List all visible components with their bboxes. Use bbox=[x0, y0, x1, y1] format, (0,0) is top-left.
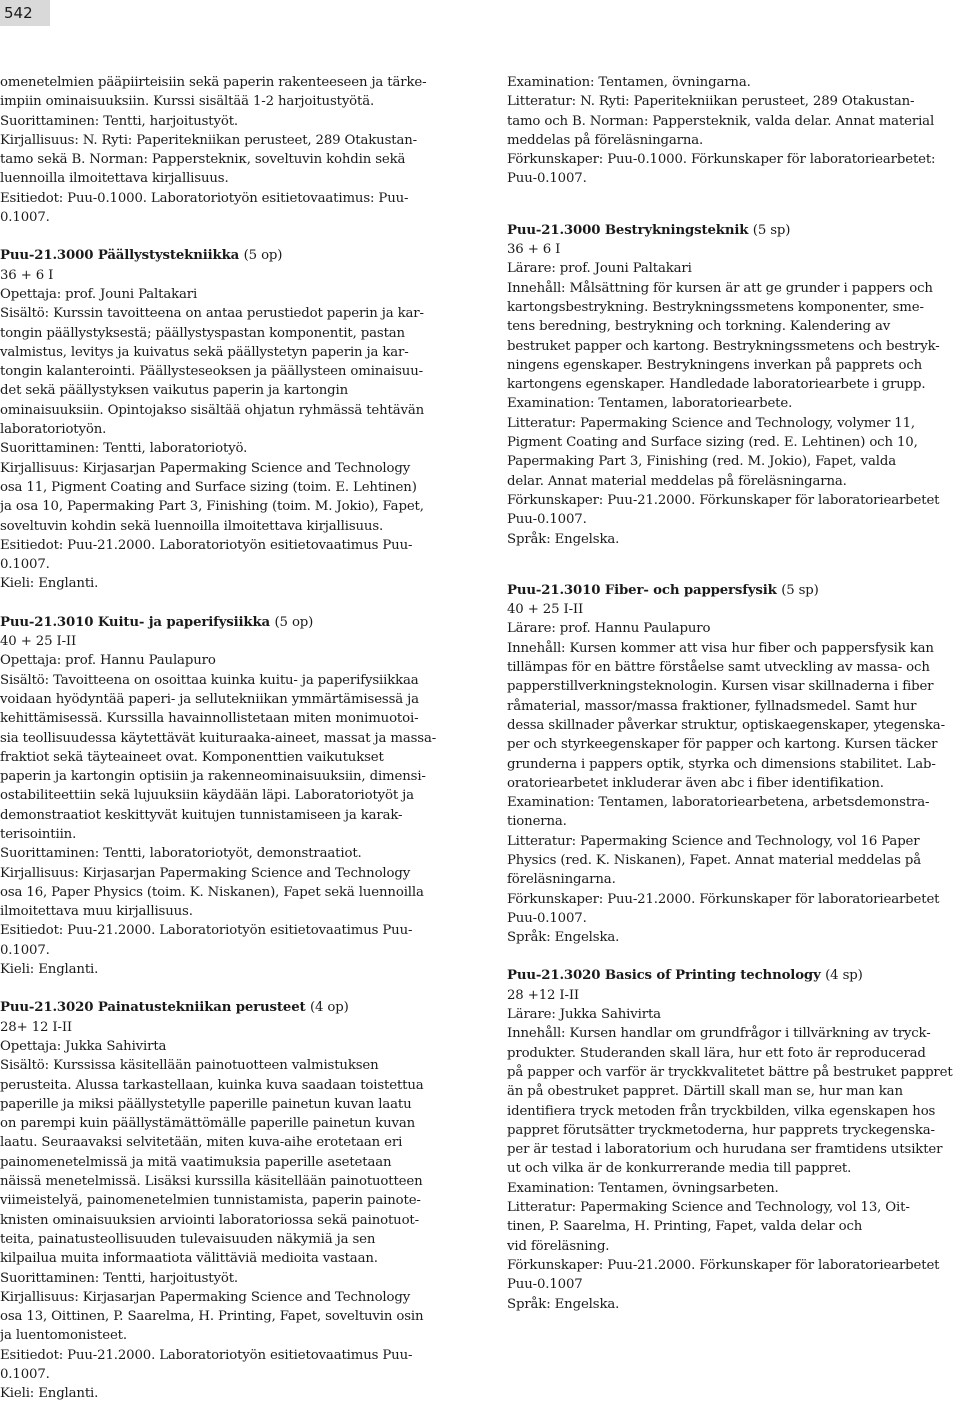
course-section bbox=[0, 246, 454, 593]
text-line: Lärare: Jukka Sahivirta bbox=[507, 1007, 661, 1023]
text-line: teita, painatusteollisuuden tulevaisuuden näkymiä ja sen bbox=[0, 1231, 376, 1247]
text-line: Kieli: Englanti. bbox=[0, 962, 99, 978]
left-intro bbox=[0, 73, 454, 227]
text-line: ostabiliteettiin sekä lujuuksiin käydään läpi. Laboratoriotyöt ja bbox=[0, 788, 414, 804]
text-line: tongin kalanterointi. Päällysteseoksen ja päällysteen ominaisuu- bbox=[0, 364, 423, 380]
course-heading bbox=[507, 581, 959, 600]
text-line: viimeistelyä, painomenetelmien tunnistamista, paperin painote- bbox=[0, 1193, 421, 1209]
text-line: on parempi kuin päällystämättömälle paperille painetun kuvan bbox=[0, 1116, 416, 1132]
course-heading bbox=[0, 246, 454, 265]
course-title: Puu-21.3010 Fiber- och pappersfysik bbox=[507, 582, 777, 598]
text-line: kartongens egenskaper. Handledade laboratoriearbete i grupp. bbox=[507, 377, 926, 393]
text-line: ut och vilka är de konkurrerande media till pappret. bbox=[507, 1161, 852, 1177]
text-line: än på obestruket pappret. Därtill skall man se, hur man kan bbox=[507, 1084, 903, 1100]
text-line: Sisältö: Tavoitteena on osoittaa kuinka kuitu- ja paperifysiikkaa bbox=[0, 672, 419, 688]
text-line: tongin päällystyksestä; päällystyspastan komponentit, pastan bbox=[0, 325, 405, 341]
text-line: Litteratur: N. Ryti: Paperitekniikan perusteet, 289 Otakustan- bbox=[507, 94, 915, 110]
text-line: Kirjallisuus: Kirjasarjan Papermaking Science and Technology bbox=[0, 460, 411, 476]
text-line: Litteratur: Papermaking Science and Technology, volymer 11, bbox=[507, 415, 915, 431]
text-line: Kieli: Englanti. bbox=[0, 576, 99, 592]
text-line: tionerna. bbox=[507, 814, 567, 830]
text-line: Sisältö: Kurssissa käsitellään painotuotteen valmistuksen bbox=[0, 1058, 379, 1074]
course-title: Puu-21.3010 Kuitu- ja paperifysiikka bbox=[0, 614, 271, 630]
text-line: ningens egenskaper. Bestrykningens inverkan på papprets och bbox=[507, 357, 923, 373]
course-credits: (4 op) bbox=[309, 1000, 349, 1016]
text-line: sia teollisuudessa käytettävät kuituraaka-aineet, massat ja massa- bbox=[0, 730, 437, 746]
text-line: Kirjallisuus: N. Ryti: Paperitekniikan perusteet, 289 Otakustan- bbox=[0, 132, 417, 148]
text-line: laatu. Seuraavaksi selvitetään, miten kuva-aihe erotetaan eri bbox=[0, 1135, 403, 1151]
course-section bbox=[0, 613, 454, 980]
course-title: Puu-21.3000 Päällystystekniikka bbox=[0, 248, 240, 264]
text-line: osa 11, Pigment Coating and Surface sizing (toim. E. Lehtinen) bbox=[0, 479, 417, 495]
text-line: Examination: Tentamen, övningarna. bbox=[507, 75, 751, 90]
text-line: terisointiin. bbox=[0, 826, 77, 842]
text-line: föreläsningarna. bbox=[507, 872, 616, 888]
text-line: Språk: Engelska. bbox=[507, 531, 620, 547]
text-line: tinen, P. Saarelma, H. Printing, Fapet, valda delar och bbox=[507, 1219, 863, 1235]
text-line: osa 16, Paper Physics (toim. K. Niskanen), Fapet sekä luennoilla bbox=[0, 884, 424, 900]
text-line: Opettaja: Jukka Sahivirta bbox=[0, 1038, 167, 1054]
text-line: knisten ominaisuuksien arviointi laboratoriossa sekä painotuot- bbox=[0, 1212, 419, 1228]
text-line: Suorittaminen: Tentti, harjoitustyöt. bbox=[0, 113, 238, 129]
text-line: Esitiedot: Puu-21.2000. Laboratoriotyön esitietovaatimus Puu- bbox=[0, 1347, 413, 1363]
text-line: Esitiedot: Puu-21.2000. Laboratoriotyön esitietovaatimus Puu- bbox=[0, 537, 413, 553]
right-intro bbox=[507, 73, 959, 189]
text-line: Opettaja: prof. Jouni Paltakari bbox=[0, 286, 198, 302]
text-line: meddelas på föreläsningarna. bbox=[507, 132, 704, 148]
text-line: på papper och varför är tryckkvalitetet bättre på bestruket pappret bbox=[507, 1064, 953, 1080]
course-credits: (5 sp) bbox=[781, 582, 819, 598]
text-line: Språk: Engelska. bbox=[507, 1296, 620, 1312]
text-line: kartongsbestrykning. Bestrykningssmetens komponenter, sme- bbox=[507, 299, 924, 315]
text-line: Litteratur: Papermaking Science and Technology, vol 13, Oit- bbox=[507, 1200, 910, 1216]
text-line: paperille ja miksi päällystetylle paperille painetun kuvan laatu bbox=[0, 1096, 412, 1112]
text-line: Opettaja: prof. Hannu Paulapuro bbox=[0, 653, 216, 669]
text-line: bestruket papper och kartong. Bestrykningssmetens och bestryk- bbox=[507, 338, 940, 354]
text-line: kehittämisessä. Kurssilla havainnollistetaan miten monimuotoi- bbox=[0, 711, 419, 727]
text-line: per är testad i laboratorium och hurudana ser framtidens utsikter bbox=[507, 1142, 943, 1158]
text-line: dessa skillnader påverkar struktur, optiskaegenskaper, ytegenska- bbox=[507, 717, 945, 733]
text-line: per och styrkeegenskaper för papper och kartong. Kursen täcker bbox=[507, 737, 938, 753]
text-line: det sekä päällystyksen vaikutus paperin ja kartongin bbox=[0, 383, 349, 399]
text-line: 36 + 6 I bbox=[0, 267, 54, 283]
text-line: identifiera tryck metoden från tryckbilden, vilka egenskapen hos bbox=[507, 1103, 936, 1119]
text-line: osa 13, Oittinen, P. Saarelma, H. Printing, Fapet, soveltuvin osin bbox=[0, 1309, 424, 1325]
text-line: Sisältö: Kurssin tavoitteena on antaa perustiedot paperin ja kar- bbox=[0, 306, 424, 322]
text-line: Kirjallisuus: Kirjasarjan Papermaking Science and Technology bbox=[0, 865, 411, 881]
text-line: laboratoriotyön. bbox=[0, 422, 107, 438]
text-line: papperstillverkningsteknologin. Kursen visar skillnaderna i fiber bbox=[507, 679, 934, 695]
course-section bbox=[507, 221, 959, 549]
text-line: Examination: Tentamen, laboratoriearbetena, arbetsdemonstra- bbox=[507, 795, 930, 811]
text-line: ominaisuuksiin. Opintojakso sisältää ohjatun ryhmässä tehtävän bbox=[0, 402, 425, 418]
course-section bbox=[507, 966, 959, 1313]
text-line: luennoilla ilmoitettava kirjallisuus. bbox=[0, 171, 229, 187]
text-line: omenetelmien pääpiirteisiin sekä paperin rakenteeseen ja tärke- bbox=[0, 75, 427, 90]
text-line: tillämpas för en bättre förståelse samt utveckling av massa- och bbox=[507, 660, 930, 676]
text-line: delar. Annat material meddelas på föreläsningarna. bbox=[507, 473, 847, 489]
course-credits: (4 sp) bbox=[825, 968, 863, 984]
text-line: perusteita. Alussa tarkastellaan, kuinka kuva saadaan toistettua bbox=[0, 1077, 424, 1093]
text-line: Suorittaminen: Tentti, harjoitustyöt. bbox=[0, 1270, 238, 1286]
text-line: Förkunskaper: Puu-21.2000. Förkunskaper för laboratoriearbetet bbox=[507, 1257, 940, 1273]
course-credits: (5 op) bbox=[274, 614, 314, 630]
right-column bbox=[507, 73, 959, 1314]
text-line: produkter. Studeranden skall lära, hur ett foto är reproducerad bbox=[507, 1045, 926, 1061]
text-line: impiin ominaisuuksiin. Kurssi sisältää 1-2 harjoitustyötä. bbox=[0, 94, 375, 110]
text-line: Kieli: Englanti. bbox=[0, 1386, 99, 1402]
course-title: Puu-21.3000 Bestrykningsteknik bbox=[507, 222, 749, 238]
text-line: Examination: Tentamen, övningsarbeten. bbox=[507, 1180, 779, 1196]
text-line: tamo sekä B. Norman: Papperstekniк, soveltuvin kohdin sekä bbox=[0, 152, 406, 168]
text-line: Puu-0.1007. bbox=[507, 512, 587, 528]
text-line: Puu-0.1007. bbox=[507, 171, 587, 187]
text-line: valmistus, levitys ja kuivatus sekä päällystetyn paperin ja kar- bbox=[0, 344, 409, 360]
text-line: Physics (red. K. Niskanen), Fapet. Annat material meddelas på bbox=[507, 852, 922, 868]
text-line: Puu-0.1007 bbox=[507, 1277, 583, 1293]
text-line: råmaterial, massor/massa fraktioner, fyllnadsmedel. Samt hur bbox=[507, 698, 917, 714]
course-heading bbox=[0, 998, 454, 1017]
text-line: kilpailua muita informaatiota välittäviä medioita vastaan. bbox=[0, 1251, 378, 1267]
text-line: tamo och B. Norman: Pappersteknik, valda delar. Annat material bbox=[507, 113, 935, 129]
text-line: Pigment Coating and Surface sizing (red. E. Lehtinen) och 10, bbox=[507, 435, 918, 451]
text-line: Suorittaminen: Tentti, laboratoriotyöt, demonstraatiot. bbox=[0, 846, 362, 862]
text-line: Språk: Engelska. bbox=[507, 930, 620, 946]
text-line: tens beredning, bestrykning och torkning. Kalendering av bbox=[507, 319, 891, 335]
text-line: 28 +12 I-II bbox=[507, 987, 580, 1003]
text-line: soveltuvin kohdin sekä luennoilla ilmoitettava kirjallisuus. bbox=[0, 518, 384, 534]
course-credits: (5 sp) bbox=[752, 222, 791, 238]
text-line: 0.1007. bbox=[0, 557, 50, 573]
text-line: 28+ 12 I-II bbox=[0, 1019, 73, 1035]
text-line: ja osa 10, Papermaking Part 3, Finishing (toim. M. Jokio), Fapet, bbox=[0, 499, 424, 515]
text-line: painomenetelmissä ja mitä vaatimuksia paperille asetetaan bbox=[0, 1154, 392, 1170]
text-line: Förkunskaper: Puu-0.1000. Förkunskaper för laboratoriearbetet: bbox=[507, 152, 936, 168]
text-line: Lärare: prof. Hannu Paulapuro bbox=[507, 621, 711, 637]
text-line: voidaan hyödyntää paperi- ja sellutekniikan ymmärtämisessä ja bbox=[0, 691, 419, 707]
course-section bbox=[507, 581, 959, 948]
text-line: ilmoitettava muu kirjallisuus. bbox=[0, 904, 193, 920]
course-title: Puu-21.3020 Basics of Printing technology bbox=[507, 968, 821, 984]
text-line: 0.1007. bbox=[0, 942, 50, 958]
text-line: 0.1007. bbox=[0, 1367, 50, 1382]
text-line: näissä menetelmissä. Lisäksi kurssilla käsitellään painotuotteen bbox=[0, 1174, 423, 1190]
text-line: Esitiedot: Puu-0.1000. Laboratoriotyön esitietovaatimus: Puu- bbox=[0, 190, 409, 206]
text-line: Esitiedot: Puu-21.2000. Laboratoriotyön esitietovaatimus Puu- bbox=[0, 923, 413, 939]
text-line: oratoriearbetet inkluderar även abc i fiber identifikation. bbox=[507, 775, 884, 791]
text-line: grunderna i pappers optik, styrka och dimensions stabilitet. Lab- bbox=[507, 756, 936, 772]
text-line: 40 + 25 I-II bbox=[507, 602, 584, 618]
course-title: Puu-21.3020 Painatustekniikan perusteet bbox=[0, 1000, 306, 1016]
text-line: Förkunskaper: Puu-21.2000. Förkunskaper för laboratoriearbetet bbox=[507, 891, 940, 907]
text-line: Puu-0.1007. bbox=[507, 910, 587, 926]
text-line: vid föreläsning. bbox=[507, 1238, 610, 1254]
course-heading bbox=[0, 613, 454, 632]
text-line: pappret förutsätter tryckmetoderna, hur papprets tryckegenska- bbox=[507, 1122, 935, 1138]
text-line: Innehåll: Målsättning för kursen är att ge grunder i pappers och bbox=[507, 280, 933, 296]
text-line: 0.1007. bbox=[0, 210, 50, 226]
left-column bbox=[0, 73, 454, 1404]
text-line: Examination: Tentamen, laboratoriearbete. bbox=[507, 396, 793, 412]
text-line: Litteratur: Papermaking Science and Technology, vol 16 Paper bbox=[507, 833, 920, 849]
page-number: 542 bbox=[0, 0, 50, 26]
course-credits: (5 op) bbox=[243, 248, 283, 264]
text-line: ja luentomonisteet. bbox=[0, 1328, 127, 1344]
text-line: paperin ja kartongin optisiin ja rakenneominaisuuksiin, dimensi- bbox=[0, 769, 426, 785]
text-line: Innehåll: Kursen kommer att visa hur fiber och pappersfysik kan bbox=[507, 640, 934, 656]
text-line: Innehåll: Kursen handlar om grundfrågor i tillvärkning av tryck- bbox=[507, 1026, 931, 1042]
text-line: 36 + 6 I bbox=[507, 242, 561, 258]
text-line: 40 + 25 I-II bbox=[0, 634, 77, 650]
course-heading bbox=[507, 966, 959, 985]
text-line: Suorittaminen: Tentti, laboratoriotyö. bbox=[0, 441, 248, 457]
text-line: demonstraatiot keskittyvät kuitujen tunnistamiseen ja karak- bbox=[0, 807, 403, 823]
text-line: Papermaking Part 3, Finishing (red. M. Jokio), Fapet, valda bbox=[507, 454, 896, 470]
text-line: Lärare: prof. Jouni Paltakari bbox=[507, 261, 692, 277]
text-line: Förkunskaper: Puu-21.2000. Förkunskaper för laboratoriearbetet bbox=[507, 492, 940, 508]
course-section bbox=[0, 998, 454, 1403]
text-line: Kirjallisuus: Kirjasarjan Papermaking Science and Technology bbox=[0, 1289, 411, 1305]
course-heading bbox=[507, 221, 959, 240]
text-line: fraktiot sekä täyteaineet ovat. Komponenttien vaikutukset bbox=[0, 749, 384, 765]
